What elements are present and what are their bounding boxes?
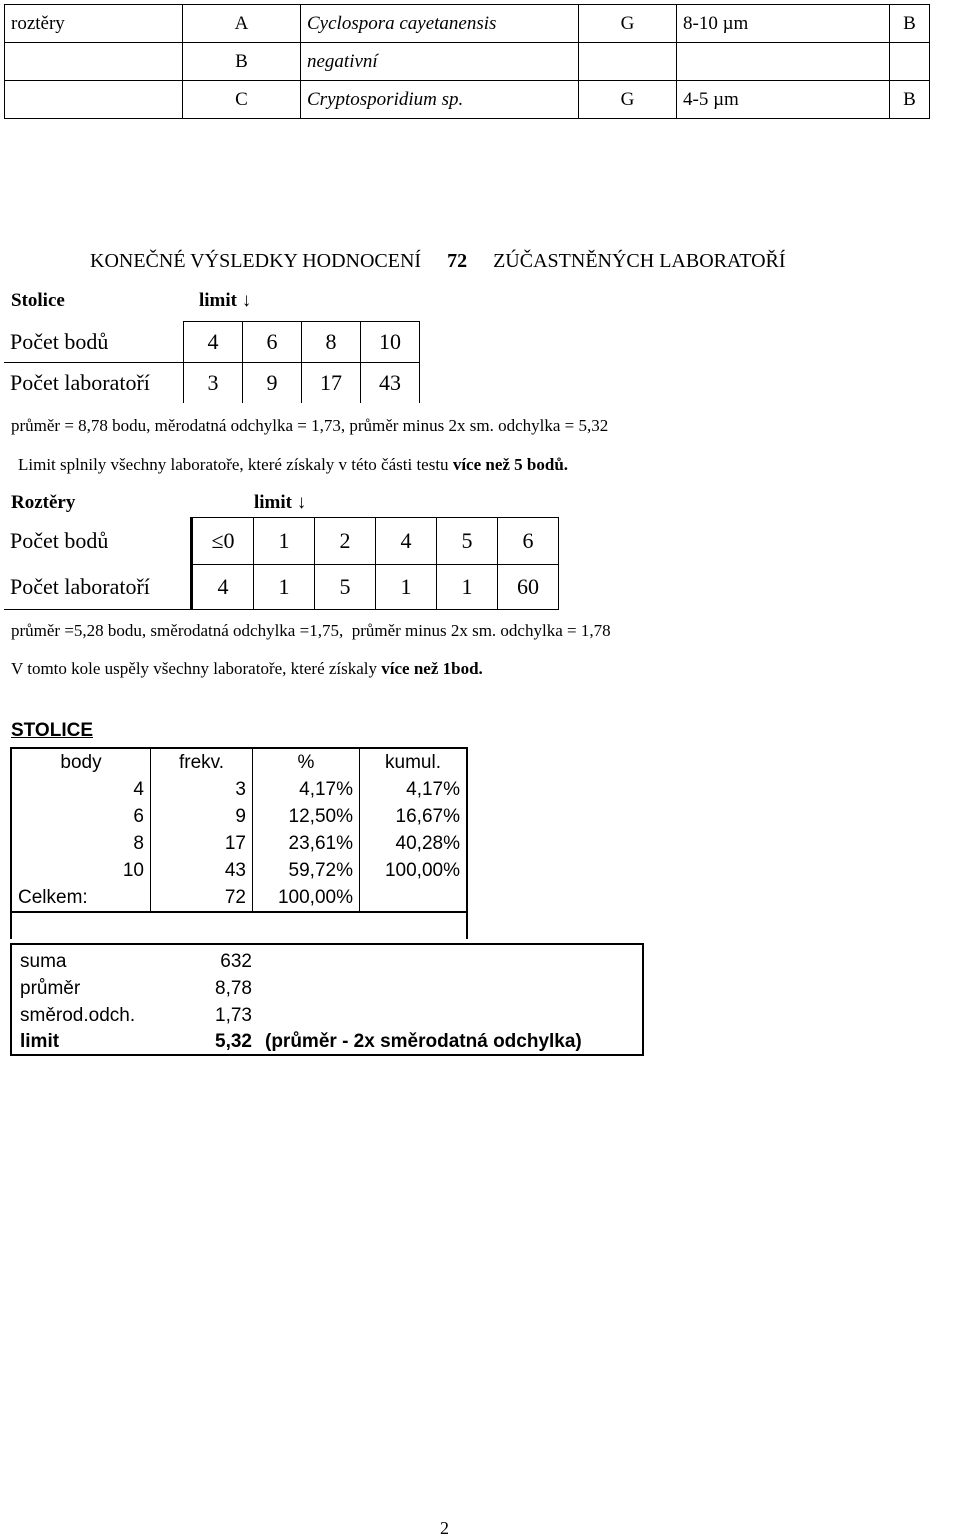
table-cell: B (890, 5, 930, 43)
table-cell: negativní (301, 43, 579, 81)
summary-row-limit (20, 1029, 630, 1055)
table-cell: roztěry (5, 5, 183, 43)
spacer (11, 912, 467, 939)
table-cell (579, 43, 677, 81)
table-cell: 1 (254, 518, 315, 565)
table-spacer-row (11, 912, 467, 939)
table-cell: 4-5 µm (677, 81, 890, 119)
table-cell: 4,17% (253, 776, 360, 803)
table-cell: 72 (151, 884, 253, 912)
table-cell: 43 (361, 363, 420, 404)
table-total-row (11, 884, 467, 912)
stolice-limit-label (199, 290, 251, 312)
column-header: kumul. (360, 748, 468, 776)
table-cell: 6 (11, 803, 151, 830)
table-row (5, 43, 930, 81)
summary-box (10, 943, 644, 1056)
page-number: 2 (440, 1518, 449, 1538)
roztery-label: Roztěry (11, 492, 76, 513)
table-cell: 17 (151, 830, 253, 857)
table-row (5, 81, 930, 119)
table-cell: 5 (437, 518, 498, 565)
summary-value: 632 (220, 951, 252, 972)
stats-title: STOLICE (11, 720, 93, 741)
row-label: Počet bodů (4, 322, 184, 363)
column-header: % (253, 748, 360, 776)
table-cell: 16,67% (360, 803, 468, 830)
roztery-note (11, 659, 483, 679)
roztery-limit-label (254, 492, 306, 514)
table-row (4, 322, 420, 363)
summary-row-prumer (20, 976, 252, 1002)
roztery-stats-line: průměr =5,28 bodu, směrodatná odchylka =1,75, průměr minus 2x sm. odchylka = 1,78 (11, 621, 611, 640)
table-cell: 1 (254, 565, 315, 610)
table-cell: Cryptosporidium sp. (301, 81, 579, 119)
lab-count: 72 (447, 250, 468, 272)
table-cell: 59,72% (253, 857, 360, 884)
summary-row-suma (20, 949, 252, 975)
heading-text: ZÚČASTNĚNÝCH LABORATOŘÍ (493, 250, 786, 272)
table-cell: 2 (315, 518, 376, 565)
table-cell: 40,28% (360, 830, 468, 857)
column-header: body (11, 748, 151, 776)
arrow-down-icon: ↓ (241, 290, 252, 311)
heading-text: KONEČNÉ VÝSLEDKY HODNOCENÍ (90, 250, 422, 272)
table-cell: 3 (151, 776, 253, 803)
table-cell: 1 (437, 565, 498, 610)
summary-label: směrod.odch. (20, 1005, 136, 1026)
total-label: Celkem: (11, 884, 151, 912)
table-cell: 4 (376, 518, 437, 565)
summary-value: 1,73 (215, 1005, 252, 1026)
table-row (11, 803, 467, 830)
table-cell: C (183, 81, 301, 119)
table-cell: Cyclospora cayetanensis (301, 5, 579, 43)
table-cell (890, 43, 930, 81)
row-label: Počet laboratoří (4, 363, 184, 404)
summary-value: 8,78 (215, 978, 252, 999)
summary-label: limit (20, 1031, 60, 1052)
table-row (11, 857, 467, 884)
column-header: frekv. (151, 748, 253, 776)
final-results-heading (90, 250, 786, 273)
limit-text: limit (199, 290, 237, 311)
table-cell: B (890, 81, 930, 119)
stolice-label: Stolice (11, 290, 65, 311)
table-cell: 3 (184, 363, 243, 404)
table-row (4, 565, 559, 610)
table-row (4, 363, 420, 404)
table-cell: G (579, 5, 677, 43)
table-row (11, 776, 467, 803)
species-table (4, 4, 930, 119)
table-cell: 60 (498, 565, 559, 610)
note-text: V tomto kole uspěly všechny laboratoře, které získaly (11, 659, 382, 678)
table-cell: 1 (376, 565, 437, 610)
summary-value: 5,32 (215, 1031, 252, 1052)
table-cell: 4,17% (360, 776, 468, 803)
table-cell: 4 (192, 565, 254, 610)
arrow-down-icon: ↓ (296, 492, 307, 513)
table-row (5, 5, 930, 43)
stats-table (10, 747, 468, 939)
table-cell: 5 (315, 565, 376, 610)
table-cell: 10 (361, 322, 420, 363)
table-cell: 17 (302, 363, 361, 404)
table-cell (360, 884, 468, 912)
table-cell: B (183, 43, 301, 81)
table-cell: 12,50% (253, 803, 360, 830)
table-cell (5, 43, 183, 81)
table-cell: 10 (11, 857, 151, 884)
note-emphasis: více než 1bod. (381, 659, 483, 678)
table-cell: 8 (302, 322, 361, 363)
summary-label: průměr (20, 978, 81, 999)
summary-row-odch (20, 1003, 252, 1029)
summary-note: (průměr - 2x směrodatná odchylka) (265, 1031, 582, 1052)
table-row (4, 518, 559, 565)
note-text: Limit splnily všechny laboratoře, které získaly v této části testu (18, 455, 453, 474)
row-label: Počet bodů (4, 518, 192, 565)
table-cell (677, 43, 890, 81)
limit-text: limit (254, 492, 292, 513)
table-cell: 4 (184, 322, 243, 363)
stolice-results-table (4, 321, 420, 403)
table-cell: 9 (151, 803, 253, 830)
table-cell: ≤0 (192, 518, 254, 565)
table-cell: 6 (498, 518, 559, 565)
table-cell: 6 (243, 322, 302, 363)
table-row (11, 830, 467, 857)
table-cell: 4 (11, 776, 151, 803)
table-cell: 23,61% (253, 830, 360, 857)
table-cell: 100,00% (360, 857, 468, 884)
table-cell: G (579, 81, 677, 119)
table-cell: 43 (151, 857, 253, 884)
table-cell: 8 (11, 830, 151, 857)
roztery-results-table (4, 517, 559, 610)
table-cell: 9 (243, 363, 302, 404)
table-cell: A (183, 5, 301, 43)
table-cell: 8-10 µm (677, 5, 890, 43)
stolice-stats-line: průměr = 8,78 bodu, měrodatná odchylka = 1,73, průměr minus 2x sm. odchylka = 5,32 (11, 416, 609, 435)
note-emphasis: více než 5 bodů. (452, 455, 569, 474)
table-cell (5, 81, 183, 119)
summary-label: suma (20, 951, 67, 972)
stolice-limit-note (18, 455, 568, 475)
table-cell: 100,00% (253, 884, 360, 912)
table-header-row (11, 748, 467, 776)
row-label: Počet laboratoří (4, 565, 192, 610)
